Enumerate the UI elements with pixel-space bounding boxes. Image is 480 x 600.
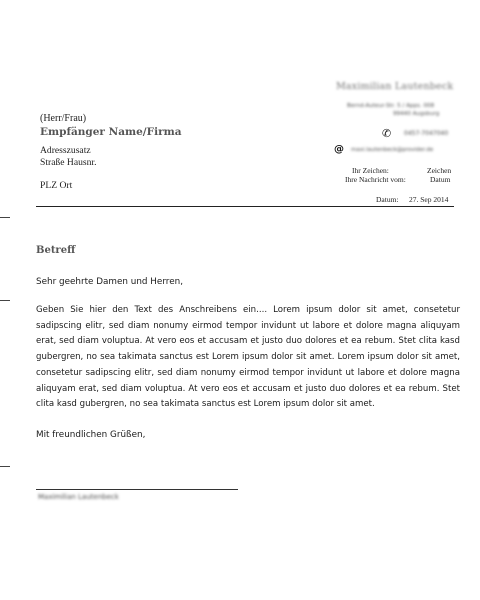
sender-name: Maximilian Lautenbeck — [336, 81, 454, 92]
date-label: Datum: — [376, 195, 399, 204]
sender-phone-row — [382, 127, 448, 140]
signature-name: Maximilian Lautenbeck — [38, 493, 119, 501]
date-value: 27. Sep 2014 — [409, 195, 449, 204]
sender-street: Bernd-Auteur-Str. 5 / Apps. 008 — [347, 103, 435, 109]
header-divider — [36, 206, 454, 207]
recipient-salutation: (Herr/Frau) — [40, 113, 87, 124]
fold-mark-bottom — [0, 466, 10, 467]
sender-phone: 0457-7047040 — [404, 130, 449, 137]
sender-email: maxi.lautenbeck@provider.de — [351, 146, 434, 153]
recipient-address-extra: Adresszusatz — [40, 145, 91, 156]
subject: Betreff — [36, 245, 76, 256]
your-message-value: Datum — [430, 175, 451, 184]
fold-mark-hole-punch — [0, 300, 10, 301]
letter-body: Geben Sie hier den Text des Anschreibens ein.... Lorem ipsum dolor sit amet, consetetur sadipscing elitr, sed diam nonumy eirmod tempor invidunt ut labore et dolore magna aliquyam erat, sed diam voluptua. At vero eos et accusam et justo duo dolores et ea rebum. Stet clita kasd gubergren, no sea takimata sanctus est Lorem ipsum dolor sit amet. Lorem ipsum dolor sit amet, consetetur sadipscing elitr, sed diam nonumy eirmod tempor invidunt ut labore et dolore magna aliquyam erat, sed diam voluptua. At vero eos et accusam et justo duo dolores et ea rebum. Stet clita kasd gubergren, no sea takimata sanctus est Lorem ipsum dolor sit amet. — [36, 305, 460, 410]
recipient-city: PLZ Ort — [40, 180, 73, 191]
closing: Mit freundlichen Grüßen, — [36, 430, 146, 440]
sender-email-row — [334, 144, 433, 155]
at-sign-icon: @ — [334, 144, 344, 155]
your-ref-label: Ihr Zeichen: — [352, 166, 389, 175]
your-ref-value: Zeichen — [427, 166, 452, 175]
sender-city: 99440 Augsburg — [393, 111, 440, 117]
recipient-street: Straße Hausnr. — [40, 157, 97, 168]
greeting: Sehr geehrte Damen und Herren, — [36, 277, 183, 287]
signature-line — [36, 489, 238, 490]
fold-mark-top — [0, 217, 10, 218]
recipient-name: Empfänger Name/Firma — [40, 126, 182, 138]
your-message-label: Ihre Nachricht vom: — [345, 175, 406, 184]
phone-icon: ✆ — [382, 127, 392, 140]
